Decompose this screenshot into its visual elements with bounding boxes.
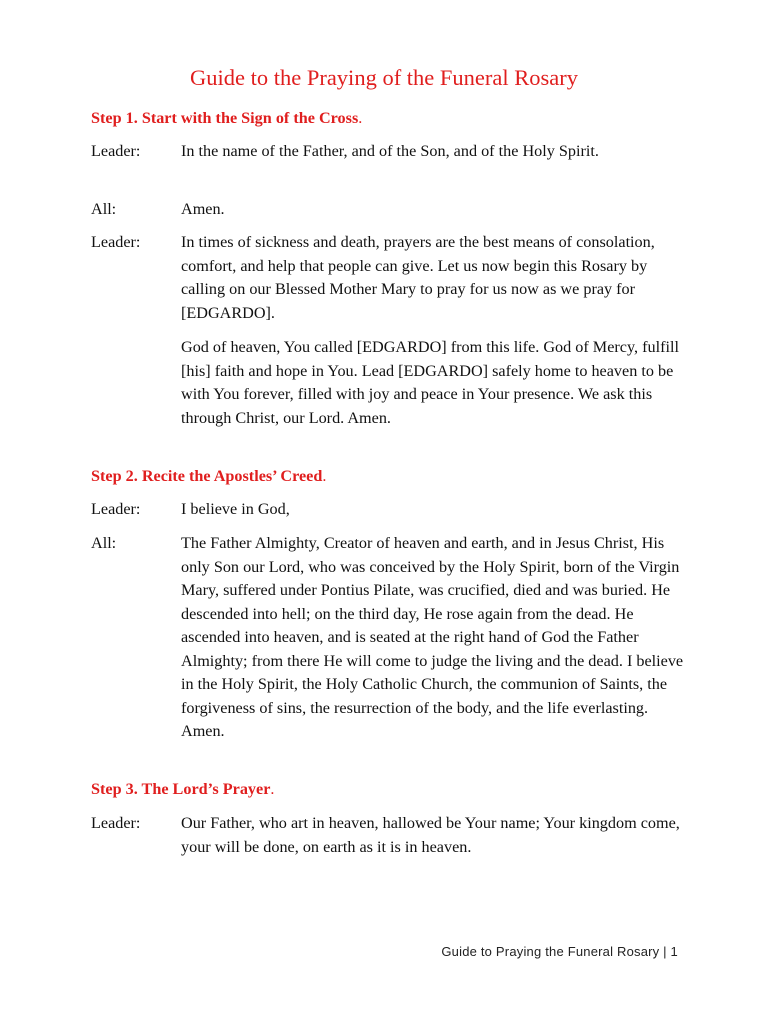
step-1-prayer: God of heaven, You called [EDGARDO] from this life. God of Mercy, fulfill [his] faith and hope in You. Lead [EDGARDO] safely home to heaven to be with You forever, filled with joy and peace in Your presence. We ask this through Christ, our Lord. Amen. (181, 338, 679, 427)
page-title: Guide to the Praying of the Funeral Rosary (189, 65, 579, 90)
step-2-heading-text: Step 2. Recite the Apostles’ Creed (91, 467, 323, 485)
step-3-heading: Step 3. The Lord’s Prayer. (91, 780, 275, 798)
speaker-label: All: (91, 200, 117, 218)
speaker-label: Leader: (91, 814, 141, 832)
speaker-label: Leader: (91, 233, 141, 251)
speech-text: The Father Almighty, Creator of heaven and earth, and in Jesus Christ, His only Son our Lord, who was conceived by the Holy Spirit, born of the Virgin Mary, suffered under Pontius Pilate, was crucified, died and was buried. He descended into hell; on the third day, He rose again from the dead. He ascended into heaven, and is seated at the right hand of God the Father Almighty; from there He will come to judge the living and the dead. I believe in the Holy Spirit, the Holy Catholic Church, the communion of Saints, the forgiveness of sins, the resurrection of the body, and the life everlasting. Amen. (181, 534, 684, 740)
step-2-heading: Step 2. Recite the Apostles’ Creed. (91, 467, 327, 485)
speaker-label: Leader: (91, 142, 141, 160)
step-1-heading-text: Step 1. Start with the Sign of the Cross (91, 109, 359, 127)
page-footer: Guide to Praying the Funeral Rosary | 1 (441, 944, 678, 959)
speaker-label: All: (91, 534, 117, 552)
step-3-heading-text: Step 3. The Lord’s Prayer (91, 780, 271, 798)
speech-text: Amen. (181, 200, 225, 218)
speech-text: In the name of the Father, and of the Son, and of the Holy Spirit. (181, 142, 599, 160)
speaker-label: Leader: (91, 500, 141, 518)
speech-text: In times of sickness and death, prayers are the best means of consolation, comfort, and help that people can give. Let us now begin this Rosary by calling on our Blessed Mother Mary to pray for us now as we pray for [EDGARDO]. (181, 233, 655, 322)
speech-text: I believe in God, (181, 500, 290, 518)
step-1-heading: Step 1. Start with the Sign of the Cross. (91, 109, 363, 127)
speech-text: Our Father, who art in heaven, hallowed be Your name; Your kingdom come, your will be done, on earth as it is in heaven. (181, 814, 680, 856)
